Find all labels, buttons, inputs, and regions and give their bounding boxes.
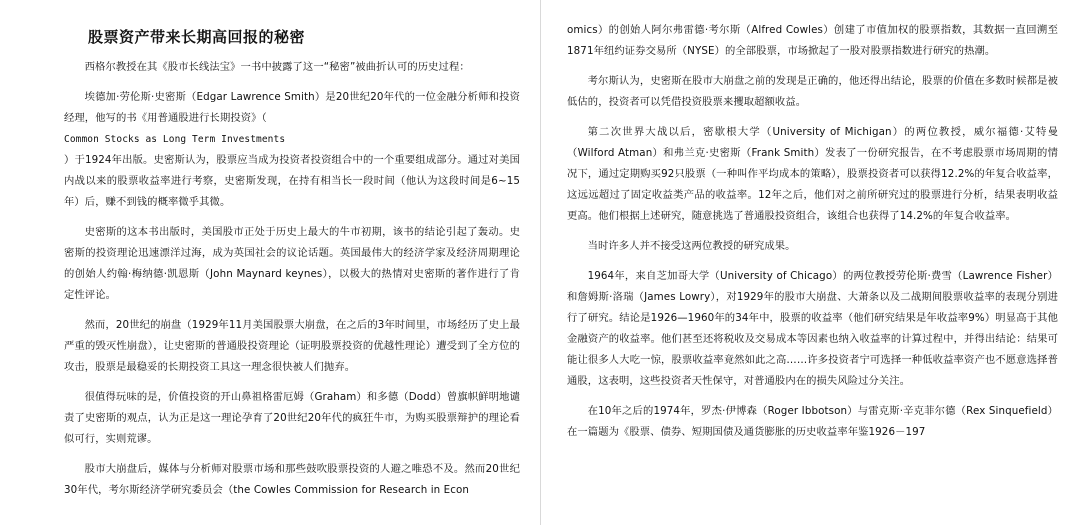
book-title-english: Common Stocks as Long Term Investments (64, 134, 286, 145)
paragraph: 第二次世界大战以后，密歇根大学（University of Michigan）的两位教授，威尔福德·艾特曼（Wilford Atman）和弗兰克·史密斯（Frank Smith）发表了一份研究报告，在不考虑股票市场周期的情况下，通过定期购买92只股票（一种叫作平均成本的策略），股票投资者可以获得12.2%的年复合收益率，这远远超过了固定收益类产品的收益率。12年之后，他们对之前所研究过的股票进行分析，结果表明收益更高。他们根据上述研究，随意挑选了普通股投资组合，该组合也获得了14.2%的年复合收益率。 (567, 126, 1058, 222)
paragraph (64, 87, 520, 213)
paragraph: 考尔斯认为，史密斯在股市大崩盘之前的发现是正确的，他还得出结论，股票的价值在多数时候都是被低估的，投资者可以凭借投资股票来攫取超额收益。 (567, 75, 1058, 108)
paragraph: omics）的创始人阿尔弗雷德·考尔斯（Alfred Cowles）创建了市值加权的股票指数，其数据一直回溯至1871年纽约证券交易所（NYSE）的全部股票，市场掀起了一股对股票指数进行研究的热潮。 (567, 24, 1058, 57)
paragraph: 在10年之后的1974年，罗杰·伊博森（Roger Ibbotson）与雷克斯·辛克菲尔德（Rex Sinquefield）在一篇题为《股票、债券、短期国债及通货膨胀的历史收益率年鉴1926－197 (567, 405, 1058, 438)
paragraph: 股市大崩盘后，媒体与分析师对股票市场和那些鼓吹股票投资的人避之唯恐不及。然而20世纪30年代，考尔斯经济学研究委员会（the Cowles Commission for Research in Econ (64, 463, 520, 496)
paragraph: 当时许多人并不接受这两位教授的研究成果。 (587, 240, 796, 252)
page-title: 股票资产带来长期高回报的秘密 (88, 28, 306, 46)
paragraph-text: 埃德加·劳伦斯·史密斯（Edgar Lawrence Smith）是20世纪20年代的一位金融分析师和投资经理，他写的书《用普通股进行长期投资》（ (64, 91, 520, 124)
paragraph: 然而，20世纪的崩盘（1929年11月美国股票大崩盘，在之后的3年时间里，市场经历了史上最严重的毁灭性崩盘），让史密斯的普通股投资理论（证明股票投资的优越性理论）遭受到了全方位的攻击，股票是最稳妥的长期投资工具这一理念很快被人们抛弃。 (64, 319, 520, 373)
paragraph: 史密斯的这本书出版时，美国股市正处于历史上最大的牛市初期，该书的结论引起了轰动。史密斯的投资理论迅速漂洋过海，成为英国社会的议论话题。英国最伟大的经济学家及经济周期理论的创始人约翰·梅纳德·凯恩斯（John Maynard keynes），以极大的热情对史密斯的著作进行了肯定性评论。 (64, 226, 520, 301)
paragraph-text: ）于1924年出版。史密斯认为，股票应当成为投资者投资组合中的一个重要组成部分。通过对美国内战以来的股票收益率进行考察，史密斯发现，在持有相当长一段时间（他认为这段时间是6~15年）后，赚不到钱的概率微乎其微。 (64, 154, 520, 208)
right-page (541, 0, 1080, 525)
paragraph: 西格尔教授在其《股市长线法宝》一书中披露了这一“秘密”被曲折认可的历史过程： (84, 61, 470, 73)
paragraph: 很值得玩味的是，价值投资的开山鼻祖格雷厄姆（Graham）和多德（Dodd）曾旗帜鲜明地谴责了史密斯的观点，认为正是这一理论孕育了20世纪20年代的疯狂牛市，为购买股票辩护的理论看似可行，实则荒谬。 (64, 391, 520, 445)
paragraph: 1964年，来自芝加哥大学（University of Chicago）的两位教授劳伦斯·费雪（Lawrence Fisher）和詹姆斯·洛瑞（James Lowry），对1929年的股市大崩盘、大萧条以及二战期间股票收益率的表现分别进行了研究。结论是1926—1960年的34年中，股票的收益率（他们研究结果是年收益率9%）明显高于其他金融资产的收益率。他们甚至还将税收及交易成本等因素也纳入收益率的计算过程中，并得出结论：结果可能让很多人大吃一惊，股票收益率竟然如此之高……许多投资者宁可选择一种低收益率资产也不愿意选择普通股，这表明，这些投资者天性保守，对普通股内在的损失风险过分关注。 (567, 270, 1058, 387)
